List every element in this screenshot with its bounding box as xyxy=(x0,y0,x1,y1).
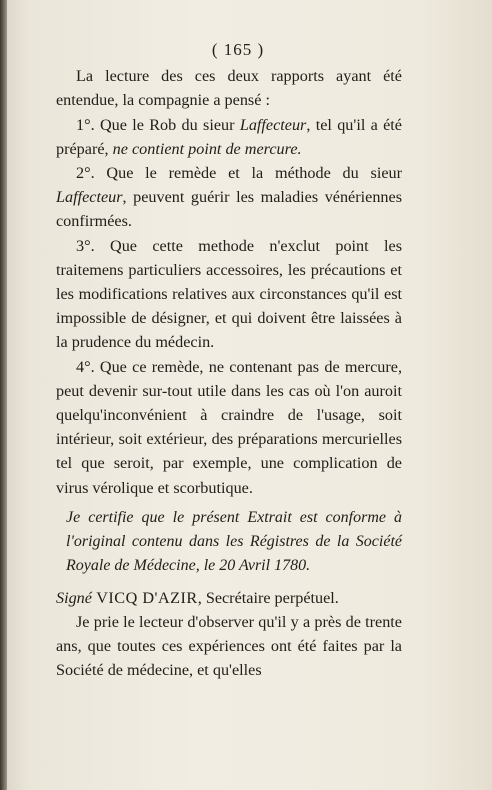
item-1-text-a: Que le Rob du sieur xyxy=(94,115,240,134)
page-text xyxy=(56,38,402,683)
item-2-text-b: , peuvent guérir les maladies vénériennes confirmées. xyxy=(56,188,402,231)
item-4-number: 4°. xyxy=(76,357,95,376)
item-1-paragraph xyxy=(56,113,402,161)
item-2-paragraph xyxy=(56,161,402,234)
item-2-name: Laffecteur xyxy=(56,188,123,207)
item-3-text: Que cette methode n'exclut point les traitemens particuliers accessoires, les précautions et les modifications relatives aux circonstances qu'il est impossible de désigner, et qui doivent être laissées à la prudence du médecin. xyxy=(56,236,402,352)
item-3-paragraph xyxy=(56,234,402,355)
item-4-text: Que ce remède, ne contenant pas de mercure, peut devenir sur-tout utile dans les cas où l'on auroit quelqu'inconvénient à craindre de l'usage, soit intérieur, soit extérieur, des préparations mercurielles tel que seroit, par exemple, une complication de virus vérolique et scorbutique. xyxy=(56,357,402,497)
page-number: ( 165 ) xyxy=(211,40,265,59)
item-2-number: 2°. xyxy=(76,164,95,183)
closing-paragraph: Je prie le lecteur d'observer qu'il y a près de trente ans, que toutes ces expériences ont été faites par la Société de médecine, et qu'elles xyxy=(56,613,402,680)
signed-label: Signé xyxy=(56,588,92,607)
item-1-text-b: , tel qu'il a été préparé, xyxy=(56,115,402,158)
item-2-text-a: Que le remède et la méthode du sieur xyxy=(94,164,402,183)
item-4-paragraph xyxy=(56,355,402,500)
book-spine-edge xyxy=(0,0,7,790)
signer-name: VICQ D'AZIR xyxy=(91,588,198,607)
item-3-number: 3°. xyxy=(76,236,95,255)
intro-paragraph: La lecture des ces deux rapports ayant été entendue, la compagnie a pensé : xyxy=(56,67,402,110)
certification-paragraph: Je certifie que le présent Extrait est conforme à l'original contenu dans les Régistres de la Société Royale de Médecine, le 20 Avril 1780. xyxy=(66,508,402,574)
signer-title: , Secrétaire perpétuel. xyxy=(197,588,339,607)
item-1-name: Laffecteur xyxy=(239,115,307,134)
item-1-number: 1°. xyxy=(76,115,95,134)
signature-line xyxy=(56,586,402,610)
item-1-emphasis: ne contient point de mercure. xyxy=(112,139,302,158)
